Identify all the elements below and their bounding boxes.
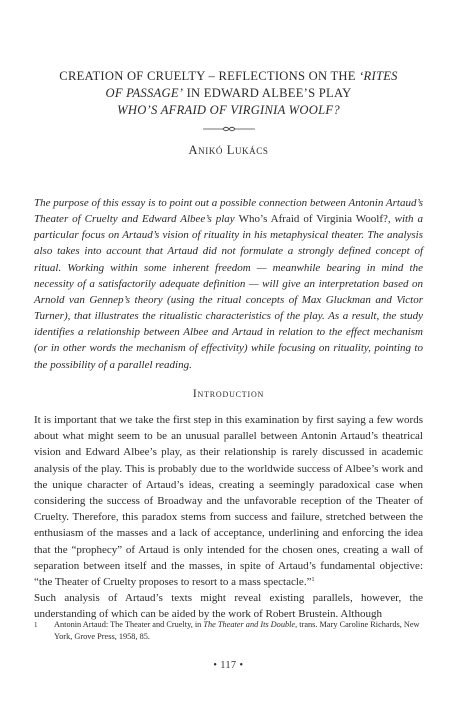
- author-name: Anikó Lukács: [188, 143, 269, 157]
- body-paragraph-1: It is important that we take the first step in this examination by first saying a few words about what might seem to be an unusual parallel between Antonin Artaud’s theatrical vision and Edward Albee’s play, as their relationship is rarely discussed in academic analysis of the play. This is probably due to the worldwide success of Albee’s work and the unique character of Artaud’s ideas, creating a seemingly paradoxical case when considering the success of Broadway and the unfavorable reception of the Theater of Cruelty. Therefore, this paradox stems from success and failure, stretched between the enthusiasm of the masses and a lack of acceptance, underlining and enforcing the idea that the “prophecy” of Artaud is only intended for the chosen ones, creating a wall of separation between itself and the masses, in spite of Artaud’s fundamental objective: “the Theater of Cruelty proposes to resort to a mass spectacle.”$^1$: [34, 414, 423, 589]
- footnote-number: 1: [34, 621, 38, 629]
- body-paragraph-2: Such analysis of Artaud’s texts might reveal existing parallels, however, the understanding of which can be aided by the work of Robert Brustein. Although: [34, 592, 423, 621]
- title-line-3: WHO’S AFRAID OF VIRGINIA WOOLF?: [117, 103, 340, 117]
- title-ornament-divider: [203, 125, 255, 133]
- body-text: [34, 412, 423, 623]
- article-title: [40, 68, 417, 119]
- abstract-play-title: Who’s Afraid of Virginia Woolf?: [238, 213, 388, 226]
- footnote: [34, 619, 423, 643]
- title-line-2: OF PASSAGE’ IN EDWARD ALBEE’S PLAY: [105, 86, 352, 100]
- section-heading: Introduction: [192, 388, 265, 400]
- footnote-text: Antonin Artaud: The Theater and Cruelty, in The Theater and Its Double, trans. Mary Caroline Richards, New York, Grove Press, 1958, 85.: [54, 620, 420, 641]
- abstract: The purpose of this essay is to point out a possible connection between Antonin Artaud’s Theater of Cruelty and Edward Albee’s play Who’s Afraid of Virginia Woolf?, with a particular focus on Artaud’s vision of rituality in his metaphysical theater. The analysis also takes into account that Artaud did not formulate a strongly defined concept of ritual. Working within some inherent freedom — meanwhile bearing in mind the necessity of a satisfactorily adequate definition — will give an interpretation based on Arnold van Gennep’s theory (using the ritual concepts of Max Gluckman and Victor Turner), that illustrates the ritualistic characteristics of the play. As a result, the study identifies a relationship between Albee and Artaud in relation to the effect mechanism (or in other words the mechanism of effectivity) while focusing on rituality, pointing to the possibility of a parallel reading.: [34, 197, 423, 371]
- footnote-marker[interactable]: 1: [311, 577, 315, 584]
- title-line-1: CREATION OF CRUELTY – REFLECTIONS ON THE ‘RITES: [59, 69, 398, 83]
- page-number: • 117 •: [213, 660, 244, 671]
